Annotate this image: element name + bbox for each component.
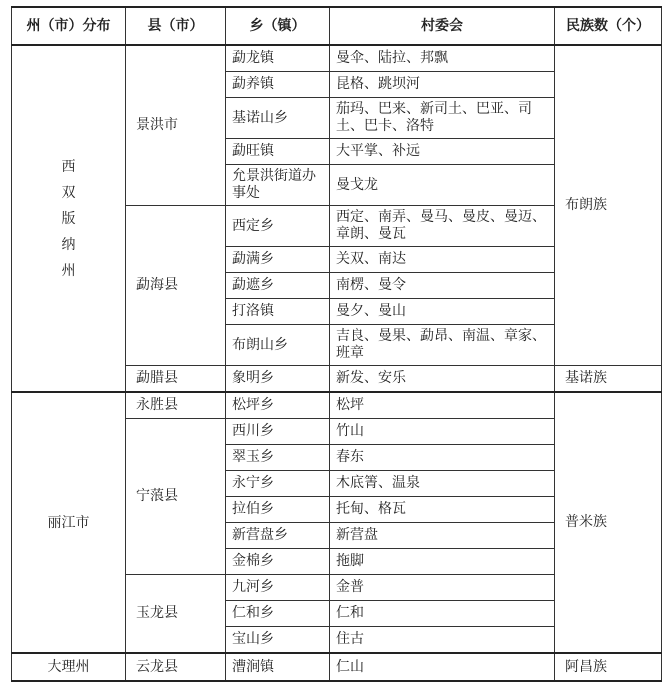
county-cell: 云龙县 (126, 653, 226, 681)
village-cell: 新发、安乐 (330, 366, 555, 393)
township-cell: 松坪乡 (226, 392, 330, 419)
township-cell: 勐龙镇 (226, 45, 330, 72)
table-row (12, 653, 662, 681)
ethnic-distribution-table-wrapper (11, 6, 661, 682)
ethnic-cell: 阿昌族 (555, 653, 662, 681)
township-cell: 西定乡 (226, 206, 330, 247)
village-cell: 关双、南达 (330, 247, 555, 273)
township-cell: 布朗山乡 (226, 325, 330, 366)
ethnic-distribution-table (11, 6, 662, 682)
county-cell: 永胜县 (126, 392, 226, 419)
township-cell: 漕涧镇 (226, 653, 330, 681)
village-cell: 仁山 (330, 653, 555, 681)
township-cell: 西川乡 (226, 419, 330, 445)
prefecture-cell (12, 653, 126, 681)
village-cell: 曼戈龙 (330, 165, 555, 206)
village-cell: 托甸、格瓦 (330, 497, 555, 523)
header-prefecture: 州（市）分布 (12, 7, 126, 45)
village-cell: 春东 (330, 445, 555, 471)
village-cell: 松坪 (330, 392, 555, 419)
village-cell: 木底箐、温泉 (330, 471, 555, 497)
township-cell: 仁和乡 (226, 601, 330, 627)
township-cell: 宝山乡 (226, 627, 330, 654)
header-county: 县（市） (126, 7, 226, 45)
prefecture-name: 大理州 (47, 659, 90, 675)
county-cell: 宁蒗县 (126, 419, 226, 575)
county-cell: 勐腊县 (126, 366, 226, 393)
county-cell: 勐海县 (126, 206, 226, 366)
township-cell: 勐旺镇 (226, 139, 330, 165)
village-cell: 曼伞、陆拉、邦飘 (330, 45, 555, 72)
village-cell: 拖脚 (330, 549, 555, 575)
prefecture-name: 丽江市 (47, 514, 90, 531)
village-cell: 昆格、跳坝河 (330, 72, 555, 98)
township-cell: 金棉乡 (226, 549, 330, 575)
ethnic-cell: 布朗族 (555, 45, 662, 366)
township-cell: 新营盘乡 (226, 523, 330, 549)
village-cell: 大平掌、补远 (330, 139, 555, 165)
header-ethnic-count: 民族数（个） (555, 7, 662, 45)
table-row (12, 392, 662, 419)
village-cell: 吉良、曼果、勐昂、南温、章家、班章 (330, 325, 555, 366)
village-cell: 竹山 (330, 419, 555, 445)
township-cell: 九河乡 (226, 575, 330, 601)
ethnic-cell: 普米族 (555, 392, 662, 653)
village-cell: 金普 (330, 575, 555, 601)
prefecture-cell (12, 45, 126, 392)
header-village-committee: 村委会 (330, 7, 555, 45)
village-cell: 曼夕、曼山 (330, 299, 555, 325)
prefecture-name: 西双版纳州 (61, 158, 76, 279)
village-cell: 西定、南弄、曼马、曼皮、曼迈、章朗、曼瓦 (330, 206, 555, 247)
village-cell: 仁和 (330, 601, 555, 627)
township-cell: 象明乡 (226, 366, 330, 393)
village-cell: 茄玛、巴来、新司土、巴亚、司土、巴卡、洛特 (330, 98, 555, 139)
prefecture-cell (12, 392, 126, 653)
township-cell: 勐满乡 (226, 247, 330, 273)
township-cell: 拉伯乡 (226, 497, 330, 523)
ethnic-cell: 基诺族 (555, 366, 662, 393)
county-cell: 玉龙县 (126, 575, 226, 654)
village-cell: 新营盘 (330, 523, 555, 549)
county-cell: 景洪市 (126, 45, 226, 206)
header-row (12, 7, 662, 45)
table-row (12, 45, 662, 72)
township-cell: 允景洪街道办事处 (226, 165, 330, 206)
township-cell: 勐养镇 (226, 72, 330, 98)
township-cell: 打洛镇 (226, 299, 330, 325)
header-township: 乡（镇） (226, 7, 330, 45)
township-cell: 勐遮乡 (226, 273, 330, 299)
township-cell: 翠玉乡 (226, 445, 330, 471)
township-cell: 基诺山乡 (226, 98, 330, 139)
village-cell: 住古 (330, 627, 555, 654)
village-cell: 南楞、曼令 (330, 273, 555, 299)
township-cell: 永宁乡 (226, 471, 330, 497)
